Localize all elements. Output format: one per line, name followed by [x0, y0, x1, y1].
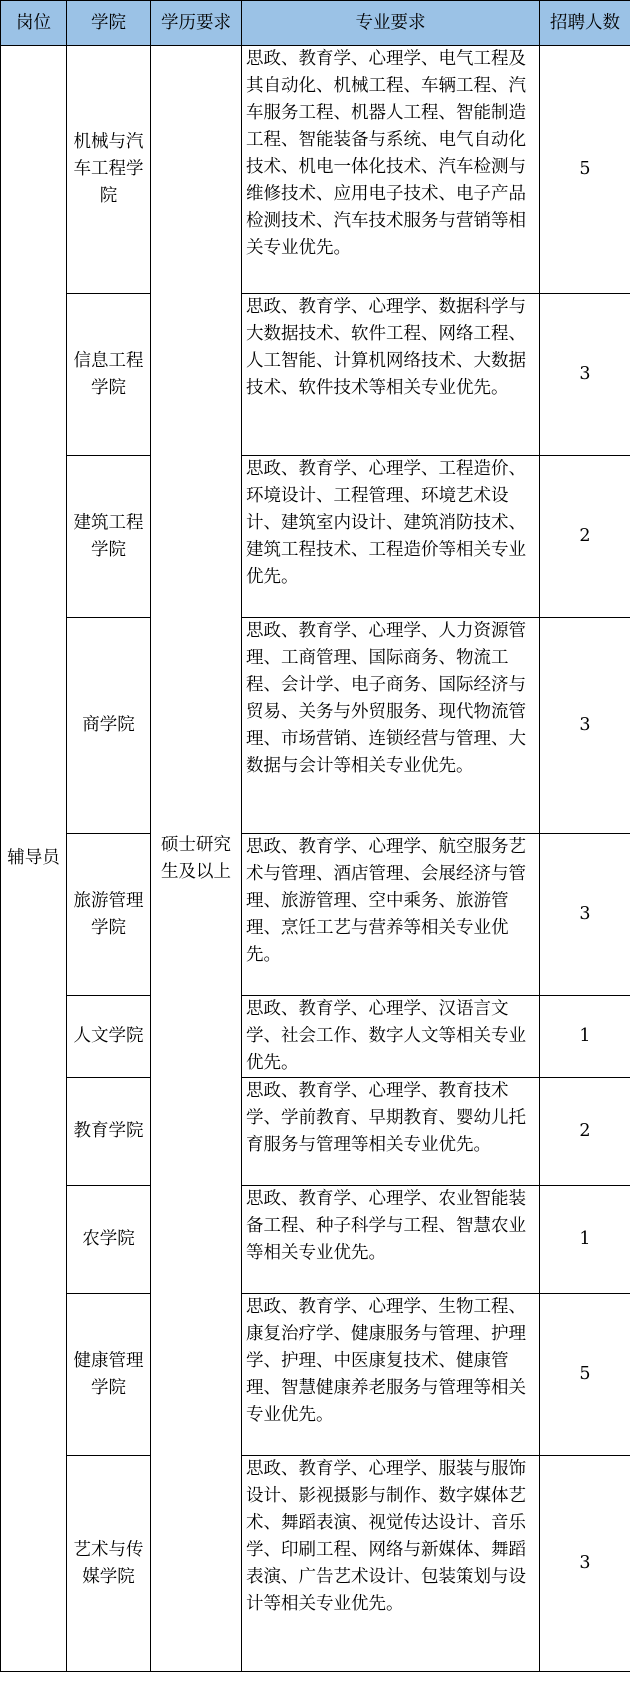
major-cell: 思政、教育学、心理学、农业智能装备工程、种子科学与工程、智慧农业等相关专业优先。: [242, 1186, 540, 1294]
table-body: [1, 46, 630, 1672]
college-cell: 教育学院: [67, 1078, 151, 1186]
major-cell: 思政、教育学、心理学、人力资源管理、工商管理、国际商务、物流工程、会计学、电子商务、国际经济与贸易、关务与外贸服务、现代物流管理、市场营销、连锁经营与管理、大数据与会计等相关专业优先。: [242, 618, 540, 834]
college-cell: 健康管理学院: [67, 1294, 151, 1456]
count-cell: 3: [540, 618, 630, 834]
college-cell: 建筑工程学院: [67, 456, 151, 618]
education-cell: 硕士研究生及以上: [151, 46, 242, 1672]
position-cell: 辅导员: [1, 46, 67, 1672]
table-row: [1, 834, 630, 996]
college-cell: 农学院: [67, 1186, 151, 1294]
major-cell: 思政、教育学、心理学、汉语言文学、社会工作、数字人文等相关专业优先。: [242, 996, 540, 1078]
count-cell: 1: [540, 996, 630, 1078]
major-cell: 思政、教育学、心理学、教育技术学、学前教育、早期教育、婴幼儿托育服务与管理等相关专业优先。: [242, 1078, 540, 1186]
header-major: 专业要求: [242, 1, 540, 46]
college-cell: 旅游管理学院: [67, 834, 151, 996]
major-cell: 思政、教育学、心理学、航空服务艺术与管理、酒店管理、会展经济与管理、旅游管理、空中乘务、旅游管理、烹饪工艺与营养等相关专业优先。: [242, 834, 540, 996]
table-header: [1, 1, 630, 46]
count-cell: 1: [540, 1186, 630, 1294]
college-cell: 人文学院: [67, 996, 151, 1078]
header-position: 岗位: [1, 1, 67, 46]
header-count: 招聘人数: [540, 1, 630, 46]
major-cell: 思政、教育学、心理学、工程造价、环境设计、工程管理、环境艺术设计、建筑室内设计、建筑消防技术、建筑工程技术、工程造价等相关专业优先。: [242, 456, 540, 618]
table-row: [1, 46, 630, 294]
table-row: [1, 1078, 630, 1186]
college-cell: 信息工程学院: [67, 294, 151, 456]
college-cell: 商学院: [67, 618, 151, 834]
major-cell: 思政、教育学、心理学、服装与服饰设计、影视摄影与制作、数字媒体艺术、舞蹈表演、视觉传达设计、音乐学、印刷工程、网络与新媒体、舞蹈表演、广告艺术设计、包装策划与设计等相关专业优先。: [242, 1456, 540, 1672]
table-row: [1, 456, 630, 618]
table-row: [1, 1294, 630, 1456]
table-row: [1, 1186, 630, 1294]
college-cell: 机械与汽车工程学院: [67, 46, 151, 294]
count-cell: 3: [540, 834, 630, 996]
table-row: [1, 294, 630, 456]
count-cell: 5: [540, 1294, 630, 1456]
count-cell: 2: [540, 456, 630, 618]
table-row: [1, 618, 630, 834]
count-cell: 3: [540, 1456, 630, 1672]
count-cell: 5: [540, 46, 630, 294]
major-cell: 思政、教育学、心理学、生物工程、康复治疗学、健康服务与管理、护理学、护理、中医康复技术、健康管理、智慧健康养老服务与管理等相关专业优先。: [242, 1294, 540, 1456]
major-cell: 思政、教育学、心理学、数据科学与大数据技术、软件工程、网络工程、人工智能、计算机网络技术、大数据技术、软件技术等相关专业优先。: [242, 294, 540, 456]
header-college: 学院: [67, 1, 151, 46]
major-cell: 思政、教育学、心理学、电气工程及其自动化、机械工程、车辆工程、汽车服务工程、机器人工程、智能制造工程、智能装备与系统、电气自动化技术、机电一体化技术、汽车检测与维修技术、应用电子技术、电子产品检测技术、汽车技术服务与营销等相关专业优先。: [242, 46, 540, 294]
count-cell: 2: [540, 1078, 630, 1186]
header-row: [1, 1, 630, 46]
count-cell: 3: [540, 294, 630, 456]
header-education: 学历要求: [151, 1, 242, 46]
table-row: [1, 1456, 630, 1672]
table-row: [1, 996, 630, 1078]
college-cell: 艺术与传媒学院: [67, 1456, 151, 1672]
